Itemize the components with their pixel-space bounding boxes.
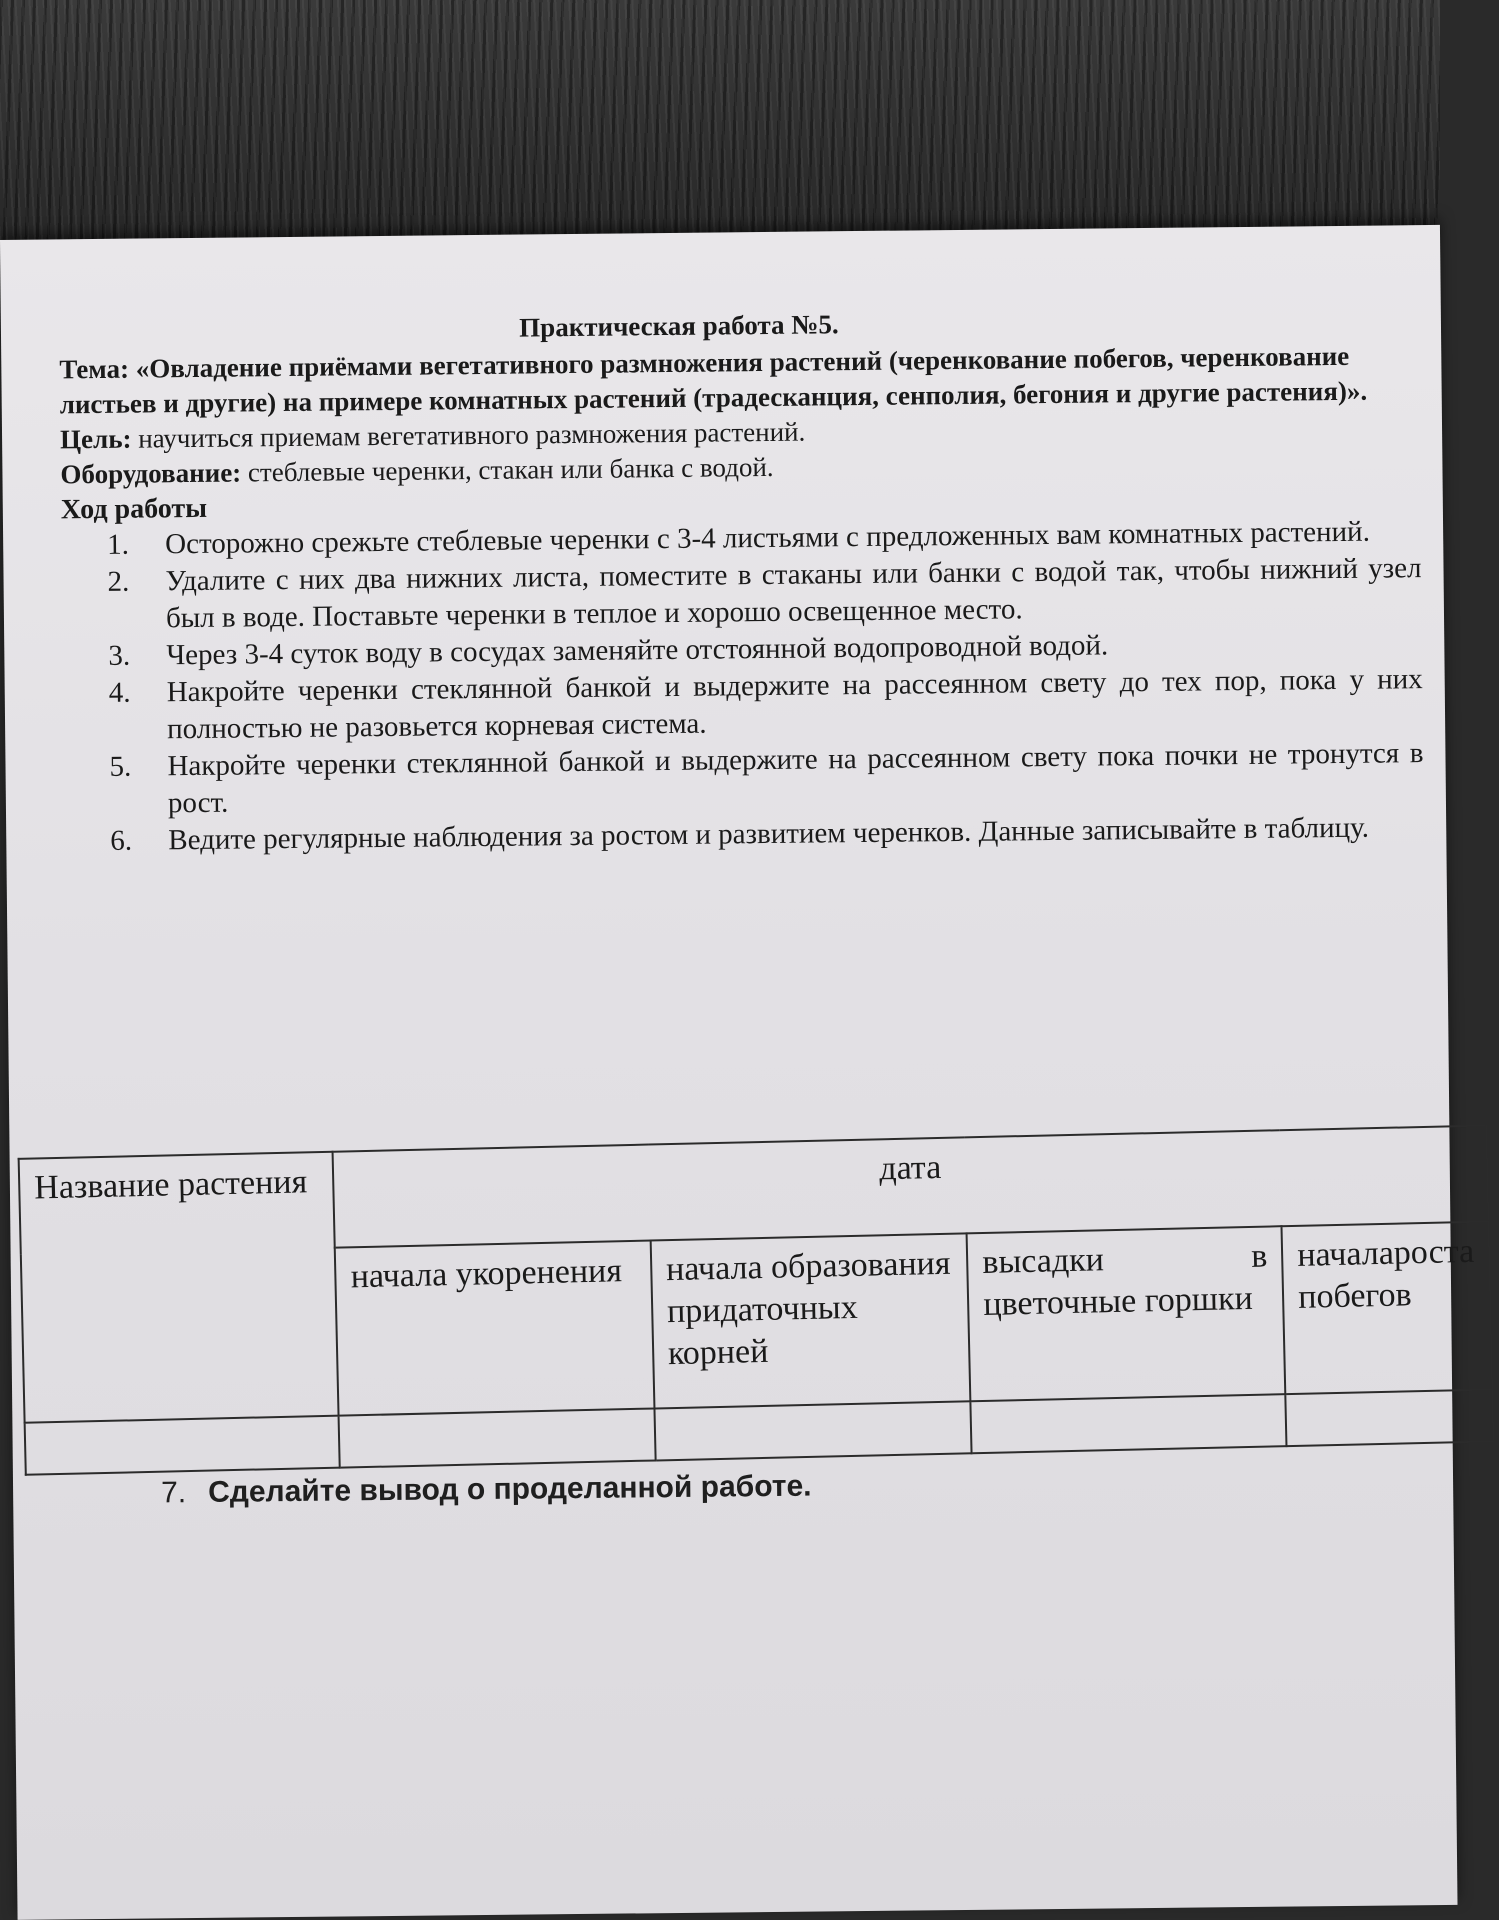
step-number: 1. (107, 528, 130, 561)
step-text: Накройте черенки стеклянной банкой и выдержите на рассеянном свету пока почки не тронутся в рост. (167, 737, 1424, 820)
worksheet-paper (0, 225, 1475, 1920)
subheader-roots-formation: начала образования придаточных корней (650, 1233, 970, 1408)
step-text: Ведите регулярные наблюдения за ростом и развитием черенков. Данные записывайте в таблицу. (168, 811, 1370, 857)
step-number: 5. (109, 750, 132, 783)
table-cell[interactable] (971, 1394, 1287, 1453)
subheader-potting-rest: цветочные горшки (982, 1279, 1254, 1323)
subheader-potting (967, 1226, 1286, 1401)
table-cell[interactable] (654, 1401, 971, 1460)
step-text: Через 3-4 суток воду в сосудах заменяйте отстоянной водопроводной водой. (166, 629, 1109, 672)
table-cell[interactable] (25, 1416, 340, 1475)
step-number: 3. (108, 639, 131, 672)
plant-name-header-text: Название растения (33, 1163, 308, 1207)
equipment-text: стеблевые черенки, стакан или банка с водой. (247, 451, 774, 488)
step-text: Накройте черенки стеклянной банкой и выдержите на рассеянном свету до тех пор, пока у них полностью не разовьется корневая система. (166, 663, 1423, 746)
subheader-shoot-growth (1282, 1222, 1493, 1395)
worksheet-topic: Тема: «Овладение приёмами вегетативного размножения растений (черенкование побегов, черенкование листьев и другие) на примере комнатных растений (традесканция, сенполия, бегония и другие растения)». (59, 340, 1368, 420)
step-7-number: 7. (160, 1476, 187, 1510)
plant-name-header (19, 1152, 339, 1423)
table-cell[interactable] (339, 1408, 656, 1467)
worksheet-content (33, 303, 1475, 1510)
subheader-rooting-start: начала укоренения (335, 1241, 654, 1416)
table-cell[interactable] (1286, 1389, 1494, 1446)
desk-background (0, 0, 1440, 260)
subheader-potting-word1: высадки (981, 1241, 1105, 1281)
step-text: Удалите с них два нижних листа, поместите в стаканы или банки с водой так, чтобы нижний узел был в воде. Поставьте черенки в теплое и хорошо освещенное место. (165, 552, 1422, 635)
step-item (63, 661, 1424, 749)
observation-table (18, 1125, 1495, 1476)
step-number: 2. (107, 565, 130, 598)
subheader-potting-word2: в (1250, 1237, 1268, 1275)
worksheet-title: Практическая работа №5. (519, 309, 839, 343)
equipment-label: Оборудование: (60, 457, 242, 490)
step-number: 6. (110, 824, 133, 857)
step-item (63, 735, 1424, 823)
subheader-shoot-first-line (1297, 1231, 1475, 1277)
goal-text: научиться приемам вегетативного размножения растений. (138, 416, 806, 454)
subheader-shoot-word2: роста (1393, 1232, 1475, 1272)
subheader-potting-first-line (982, 1236, 1268, 1284)
procedure-heading: Ход работы (60, 492, 208, 526)
procedure-steps (61, 513, 1424, 860)
step-item (61, 550, 1422, 638)
step-7 (161, 1470, 812, 1511)
date-header-text: дата (878, 1148, 942, 1188)
step-text: Осторожно срежьте стеблевые черенки с 3-4 листьями с предложенных вам комнатных растений. (165, 515, 1371, 561)
step-7-text: Сделайте вывод о проделанной работе. (207, 1469, 812, 1509)
step-number: 4. (108, 676, 131, 709)
goal-label: Цель: (59, 423, 132, 455)
subheader-shoot-rest: побегов (1297, 1276, 1412, 1316)
subheader-shoot-word1: начала (1296, 1234, 1395, 1274)
